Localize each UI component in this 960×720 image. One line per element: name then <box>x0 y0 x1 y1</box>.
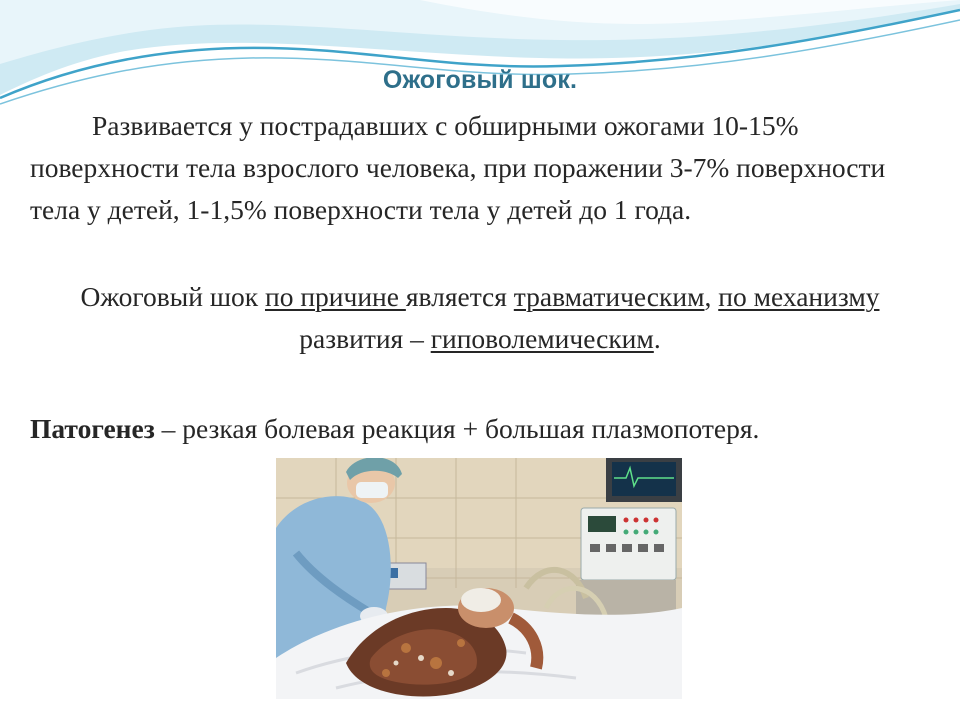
slide-title: Ожоговый шок. <box>382 66 578 94</box>
underlined-term: по причине <box>264 281 406 312</box>
text-segment: является <box>405 281 514 312</box>
text-segment: , <box>704 281 719 312</box>
text-segment: Ожоговый шок <box>80 281 265 312</box>
bold-term: Патогенез <box>30 413 155 444</box>
paragraph-definition <box>30 105 930 231</box>
underlined-term: по механизму <box>718 281 880 312</box>
paragraph-classification <box>40 276 920 360</box>
underlined-term: гиповолемическим <box>430 323 654 354</box>
pathogenesis-text: – резкая болевая реакция + большая плазмопотеря. <box>154 413 760 444</box>
underlined-term: травматическим <box>513 281 705 312</box>
text-segment: . <box>653 323 661 354</box>
paragraph-pathogenesis <box>30 408 810 450</box>
definition-text: Развивается у пострадавших с обширными ожогами 10-15% поверхности тела взрослого человека, при поражении 3-7% поверхности тела у детей, 1-1,5% поверхности тела у детей до 1 года. <box>30 110 886 225</box>
burn-patient-photo <box>276 458 682 699</box>
text-segment: развития – <box>299 323 431 354</box>
